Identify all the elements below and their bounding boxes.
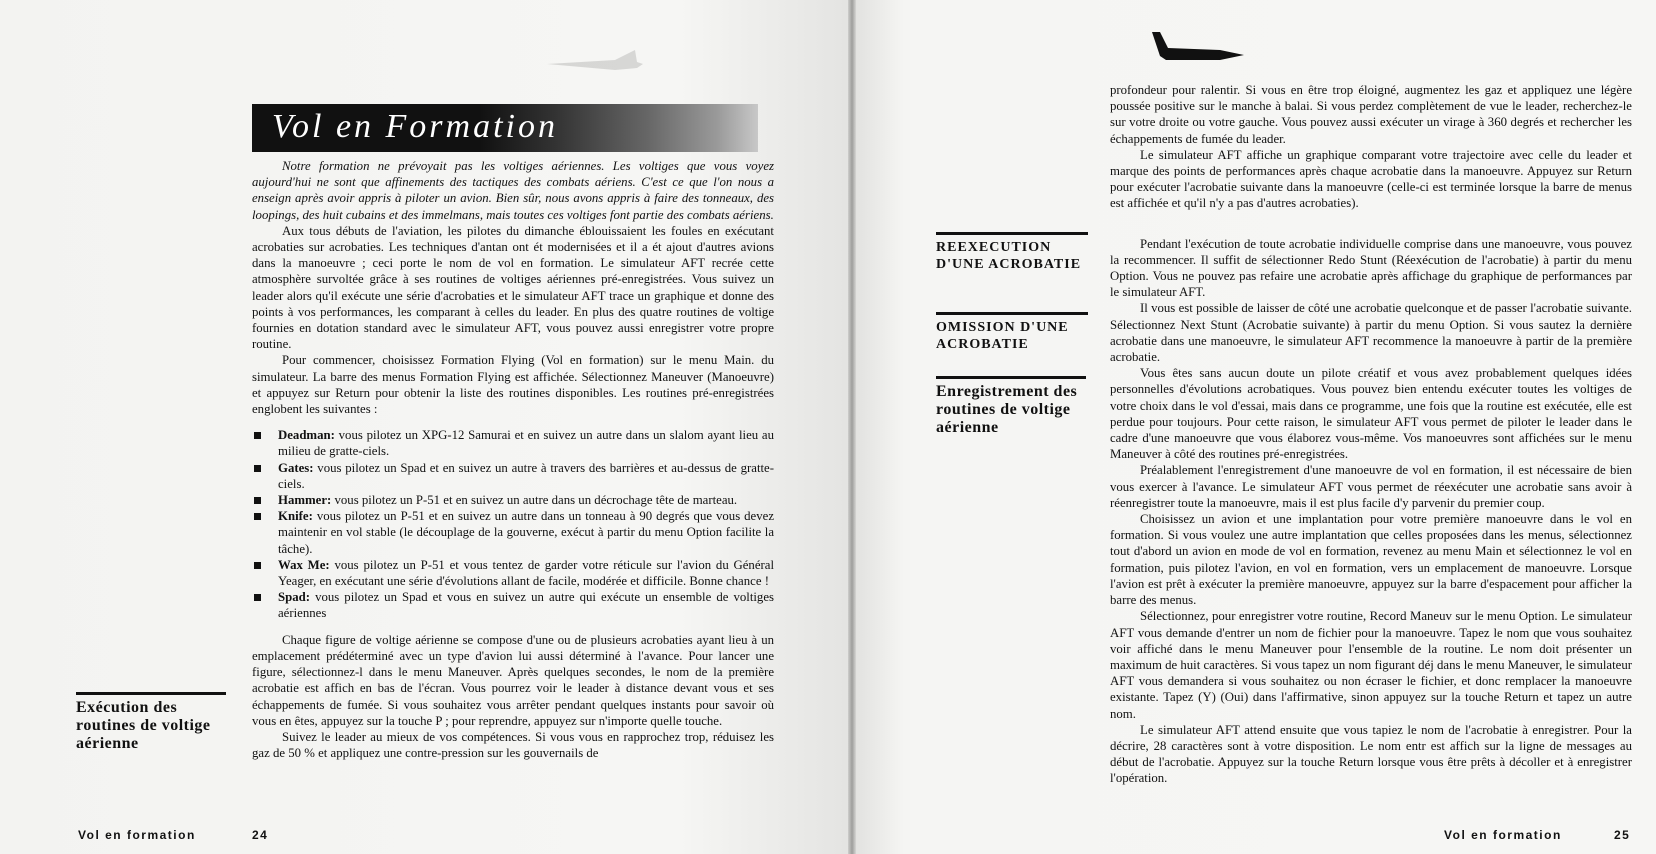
paragraph: Aux tous débuts de l'aviation, les pilotes du dimanche éblouissaient les foules en exécutant acrobaties sur acrobaties. Les techniques d'antan ont ét modernisées et il a ét ajout d'autres avions dans la manoeuvre ; ceci porte le nom de vol en formation. Le simulateur AFT recrée cette atmosphère survoltée grâce à ses routines de voltiges aériennes pré-enregistrées. Vous suivez un leader alors qu'il exécute une série d'acrobaties et le simulateur AFT trace un graphique et donne des points à vos performances, les comparant à celles du leader. En plus des quatre routines de voltige fournies en dotation standard avec le simulateur AFT, vous pouvez aussi enregistrer votre propre routine. [252,223,774,352]
paragraph: Il vous est possible de laisser de côté une acrobatie quelconque et de passer l'acrobatie suivante. Sélectionnez Next Stunt (Acrobatie suivante) à partir du menu Option. Si vous sautez la dernière acrobatie dans une manoeuvre, le simulateur AFT recommence la manoeuvre à partir de la première acrobatie. [1110,301,1632,365]
side-heading-text: Exécution des routines de voltige aérienne [76,699,211,752]
bullet-icon [254,432,261,439]
paragraph: Pendant l'exécution de toute acrobatie individuelle comprise dans une manoeuvre, vous pouvez la recommencer. Il suffit de sélectionner Redo Stunt (Réexécution de l'acrobatie) à partir du menu Option. Vous ne pouvez pas refaire une acrobatie après affichage du graphique de performances par le simulateur AFT. [1110,236,1632,300]
footer-title: Vol en formation [78,828,196,842]
chapter-title: Vol en Formation [272,108,558,145]
list-item [252,492,774,508]
list-item [252,508,774,557]
bullet-icon [254,497,261,504]
paragraph: Chaque figure de voltige aérienne se compose d'une ou de plusieurs acrobaties ayant lieu à un emplacement prédéterminé avec un type d'avion lui aussi déterminé à l'avance. Pour lancer une figure, sélectionnez-l dans le menu Maneuver. Après quelques secondes, le nom de la première acrobatie est affich en bas de l'écran. Vous pourrez voir le leader à distance devant vous et ses échappements de fumée. Si vous souhaitez vous arrêter pendant quelques instants pour savoir où vous en êtes, appuyez sur la touche P ; pour reprendre, appuyez sur n'importe quelle touche. [252,632,774,728]
bullet-icon [254,465,261,472]
routine-term: Spad: [278,590,311,605]
side-heading-omission [936,312,1088,353]
routine-term: Deadman: [278,428,335,443]
routine-term: Knife: [278,509,313,524]
routine-list [252,427,774,621]
paragraph: Pour commencer, choisissez Formation Flying (Vol en formation) sur le menu Main. du simulateur. La barre des menus Formation Flying est affichée. Sélectionnez Maneuver (Manoeuvre) et appuyez sur Return pour obtenir la liste des routines disponibles. Les routines pré-enregistrées englobent les suivantes : [252,353,774,417]
list-item [252,557,774,589]
paragraph: Choisissez un avion et une implantation pour votre première manoeuvre dans le vol en formation. Si vous voulez une autre implantation que celles proposées dans les menus, sélectionnez tout d'abord un avion en mode de vol en formation, revenez au menu Main et sélectionnez le vol en formation, puis pilotez l'avion, en vol en formation, vers un emplacement de manoeuvre. Lorsque l'avion est prêt à exécuter la première manoeuvre, appuyez sur la barre d'espacement pour afficher la barre des menus. [1110,512,1632,608]
paragraph: profondeur pour ralentir. Si vous en être trop éloigné, augmentez les gaz et appliquez une légère poussée positive sur le manche à balai. Si vous perdez complètement de vue le leader, recherchez-le sur votre droite ou votre gauche. Vous pouvez aussi exécuter un virage à 360 degrés et rechercher les échappements de fumée du leader. [1110,83,1632,146]
routine-desc: vous pilotez un Spad et en suivez un autre à travers des barrières et au-dessus de gratte-ciels. [278,460,774,491]
bullet-icon [254,562,261,569]
chapter-title-banner [252,104,758,152]
page-number: 25 [1614,828,1631,842]
routine-desc: vous pilotez un XPG-12 Samurai et en suivez un autre dans un slalom ayant lieu au milieu de gratte-ciels. [278,428,774,459]
right-main-column [1110,82,1632,787]
routine-desc: vous pilotez un Spad et vous en suivez un autre qui exécute un ensemble de voltiges aériennes [278,590,774,621]
list-item [252,589,774,621]
routine-desc: vous pilotez un P-51 et vous tentez de garder votre réticule sur l'avion du Général Yeager, en exécutant une série d'évolutions allant de facile, modérée et difficile. Bonne chance ! [278,557,775,589]
side-heading-execution [76,692,226,753]
side-heading-recording [936,376,1086,437]
paragraph: Préalablement l'enregistrement d'une manoeuvre de vol en formation, il est nécessaire de bien vous exercer à l'avance. Le simulateur AFT vous permet de réexécuter une acrobatie sans avoir à réenregistrer toute la manoeuvre, mais il est plus facile d'y parvenir du premier coup. [1110,463,1632,510]
right-page [856,0,1656,854]
bullet-icon [254,513,261,520]
paragraph: Le simulateur AFT affiche un graphique comparant votre trajectoire avec celle du leader et marque des points de performances après chaque acrobatie dans la manoeuvre. Appuyez sur Return pour exécuter l'acrobatie suivante dans la manoeuvre (celle-ci est terminée lorsque la barre de menus est affichée et qu'il n'y a pas d'autres acrobaties). [1110,147,1632,211]
left-main-column [252,158,774,761]
paragraph: Vous êtes sans aucun doute un pilote créatif et vous avez probablement quelques idées personnelles d'évolutions acrobatiques. Vous pouvez bien entendu exécuter toutes les voltiges de votre choix dans le vol d'essai, mais dans ce programme, une fois que la routine est exécutée, elle est perdue pour toujours. Pour cette raison, le simulateur AFT vous permet de piloter le leader dans le cadre d'une manoeuvre que vous élaborez vous-même. Vos manoeuvres sont affichées sur le menu Maneuver à côté des routines pré-enregistrées. [1110,366,1632,462]
side-heading-reexecution [936,232,1088,273]
side-heading-text: REEXECUTION D'UNE ACROBATIE [936,240,1082,272]
intro-quote: Notre formation ne prévoyait pas les voltiges aériennes. Les voltiges que vous voyez aujourd'hui ne sont que affinements des tactiques des combats aériens. C'est ce que l'on nous a enseign après avoir appris à piloter un avion. Bien sûr, nous avons appris à faire des tonneaux, des loopings, des huit cubains et des immelmans, mais toutes ces voltiges font partie des combats aériens. [252,159,774,222]
routine-desc: vous pilotez un P-51 et en suivez un autre dans un tonneau à 90 degrés que vous devez maintenir en vol stable (le découplage de la gouverne, exécut à partir du menu Option facilite la tâche). [278,509,774,556]
side-heading-text: Enregistrement des routines de voltige aérienne [936,383,1078,436]
book-gutter [848,0,856,854]
paragraph: Sélectionnez, pour enregistrer votre routine, Record Maneuv sur le menu Option. Le simulateur AFT vous demande d'entrer un nom de fichier pour la manoeuvre. Tapez le nom que vous souhaitez voir affiché dans le menu Maneuver pour l'ensemble de la routine. Le nom doit présenter un maximum de huit caractères. Si vous tapez un nom figurant déj dans le menu Maneuver, le simulateur AFT vous demandera si vous souhaitez ou non écraser le fichier, et donc remplacer la manoeuvre existante. Tapez (Y) (Oui) dans l'affirmative, sinon appuyez sur la touche Return et tapez un autre nom. [1110,609,1632,721]
paragraph: Le simulateur AFT attend ensuite que vous tapiez le nom de l'acrobatie à enregistrer. Pour la décrire, 28 caractères sont à votre disposition. Le nom entr est affich sur la ligne de messages au début de l'acrobatie. Appuyez sur la touche Return lorsque vous être prêts à décoller et à enregistrer l'opération. [1110,722,1632,786]
routine-desc: vous pilotez un P-51 et en suivez un autre dans un décrochage tête de marteau. [331,493,738,508]
list-item [252,427,774,459]
list-item [252,460,774,492]
side-heading-text: OMISSION D'UNE ACROBATIE [936,320,1069,352]
airplane-icon [1150,30,1246,64]
routine-term: Gates: [278,460,314,475]
routine-term: Wax Me: [278,557,330,572]
page-number: 24 [252,828,269,842]
bullet-icon [254,594,261,601]
footer-title: Vol en formation [1444,828,1562,842]
routine-term: Hammer: [278,493,332,508]
paragraph: Suivez le leader au mieux de vos compétences. Si vous vous en rapprochez trop, réduisez les gaz de 50 % et appliquez une contre-pression sur les gouvernails de [252,729,774,761]
faint-airplane-icon [545,48,645,78]
